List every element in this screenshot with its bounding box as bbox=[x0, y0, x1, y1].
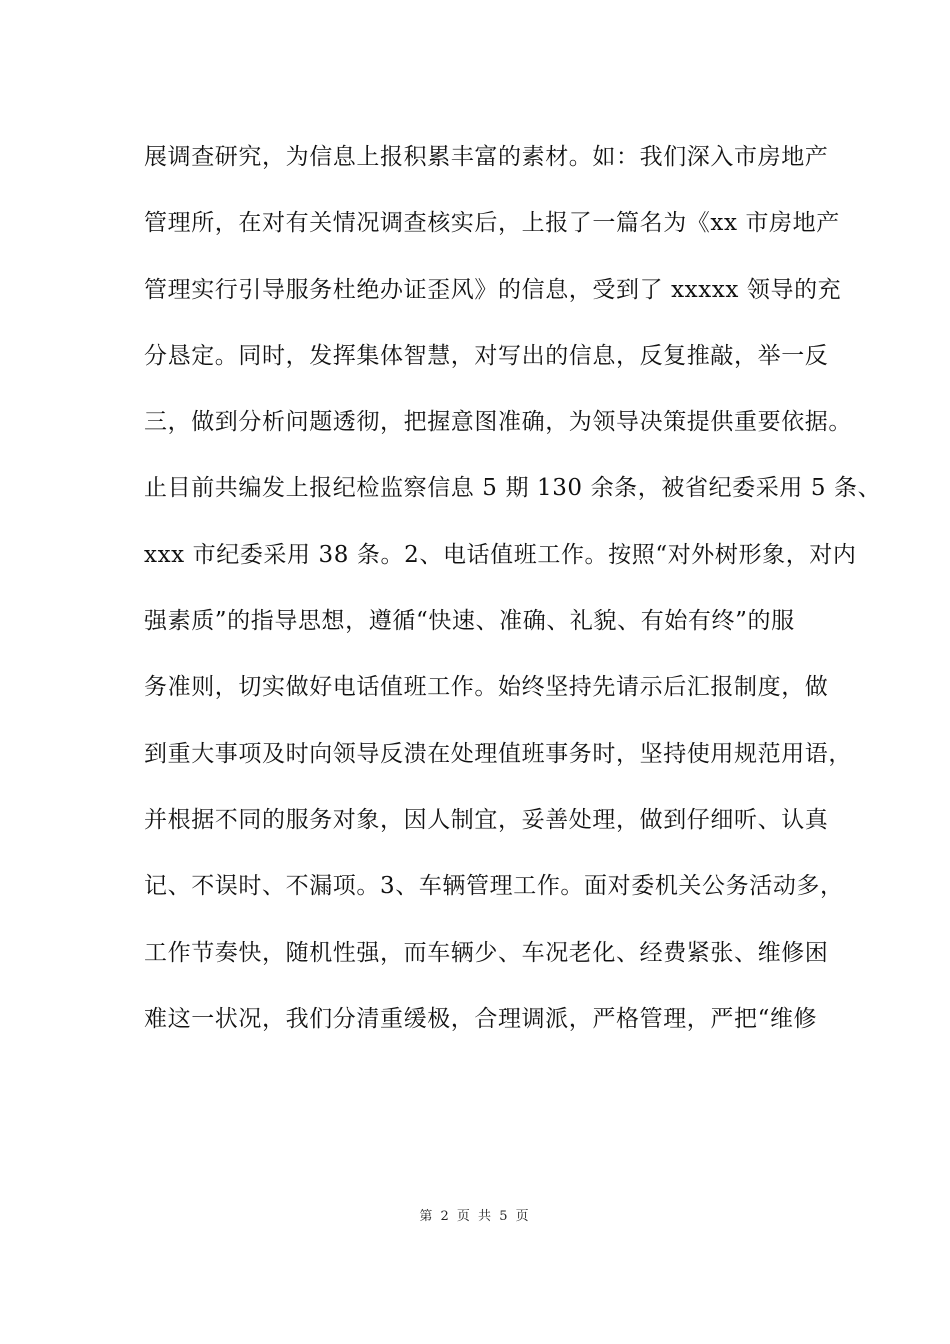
footer-suffix: 页 bbox=[515, 1209, 531, 1224]
text-line-13: 工作节奏快，随机性强，而车辆少、车况老化、经费紧张、维修困 bbox=[144, 939, 829, 966]
text-line-12: 记、不误时、不漏项。3、车辆管理工作。面对委机关公务活动多， bbox=[144, 873, 844, 900]
text-line-10: 到重大事项及时向领导反溃在处理值班事务时，坚持使用规范用语， bbox=[144, 740, 852, 767]
text-line-2: 管理所，在对有关情况调查核实后，上报了一篇名为《xx 市房地产 bbox=[144, 210, 840, 237]
text-line-3: 管理实行引导服务杜绝办证歪风》的信息，受到了 xxxxx 领导的充 bbox=[144, 276, 842, 303]
text-line-11: 并根据不同的服务对象，因人制宜，妥善处理，做到仔细听、认真 bbox=[144, 806, 829, 833]
footer-current-page: 2 bbox=[440, 1209, 451, 1224]
footer-total-pages: 5 bbox=[499, 1209, 510, 1224]
page-footer bbox=[0, 1205, 950, 1224]
text-line-5: 三，做到分析问题透彻，把握意图准确，为领导决策提供重要依据。 bbox=[144, 409, 852, 436]
text-line-1: 展调查研究，为信息上报积累丰富的素材。如：我们深入市房地产 bbox=[144, 144, 829, 170]
footer-prefix: 第 bbox=[419, 1209, 435, 1224]
body-text bbox=[144, 137, 882, 1065]
text-line-7: xxx 市纪委采用 38 条。2、电话值班工作。按照“对外树形象，对内 bbox=[144, 541, 857, 568]
text-line-14: 难这一状况，我们分清重缓极，合理调派，严格管理，严把“维修 bbox=[144, 1005, 818, 1032]
footer-middle: 页 共 bbox=[456, 1209, 494, 1224]
text-line-6: 止目前共编发上报纪检监察信息 5 期 130 余条，被省纪委采用 5 条、 bbox=[144, 475, 882, 502]
text-line-9: 务准则，切实做好电话值班工作。始终坚持先请示后汇报制度，做 bbox=[144, 674, 829, 701]
text-line-8: 强素质”的指导思想，遵循“快速、准确、礼貌、有始有终”的服 bbox=[144, 608, 795, 635]
text-line-4: 分恳定。同时，发挥集体智慧，对写出的信息，反复推敲，举一反 bbox=[144, 342, 829, 369]
